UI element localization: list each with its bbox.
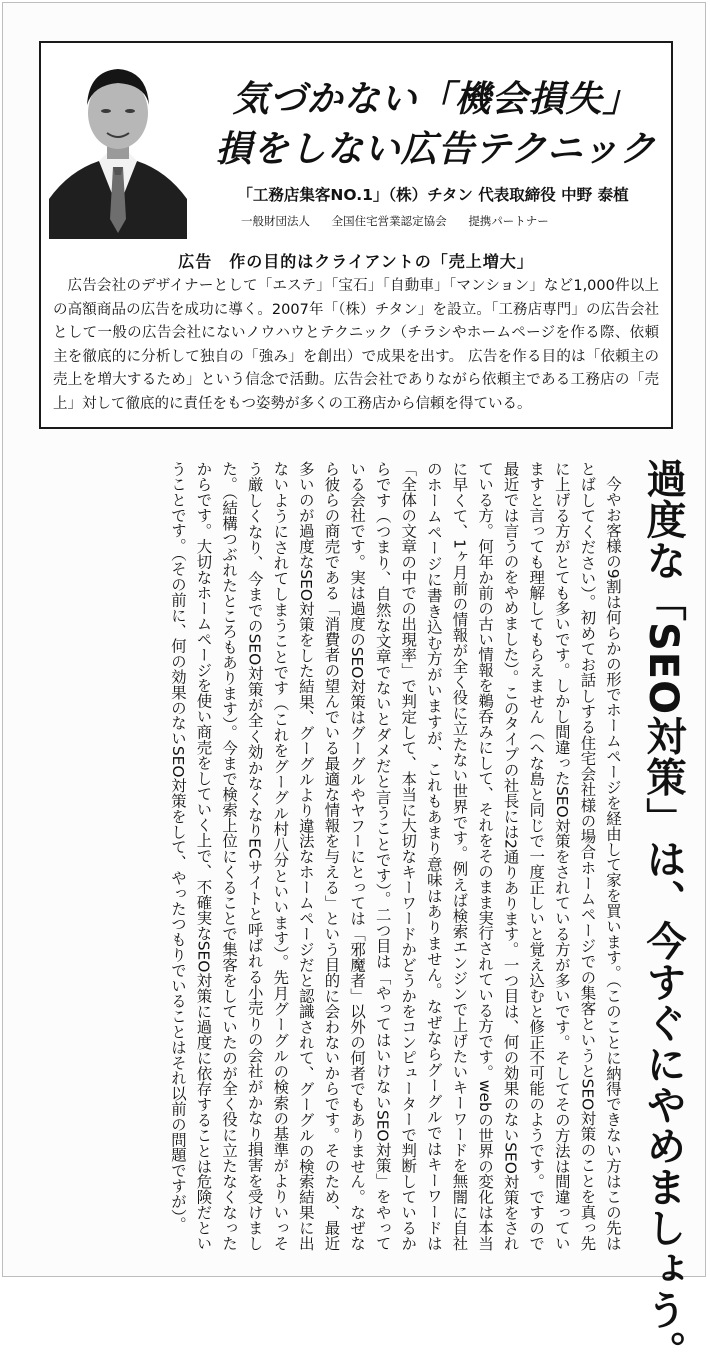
affiliation — [241, 213, 567, 229]
article-body — [43, 461, 625, 1251]
article-headline: 過度な「SEO対策」は、今すぐにやめましょう。 — [640, 458, 686, 1371]
intro-paragraph: 広告会社のデザイナーとして「エステ」「宝石」「自動車」「マンション」など1,000件以上の高額商品の広告を成功に導く。2007年「（株）チタン」を設立。「工務店専門」の広告会社として一般の広告会社にないノウハウとテクニック（チラシやホームページを作る際、依頼主を徹底的に分析して独自の「強み」を創出）で成果を出す。 広告を作る目的は「依頼主の売上を増大するため」という信念で活動。広告会社でありながら依頼主である工務店の「売上」対して徹底的に責任をもつ姿勢が多くの工務店から信頼を得ている。 — [53, 278, 659, 412]
newspaper-page — [2, 2, 706, 1371]
affiliation-part: 提携パートナー — [468, 214, 549, 228]
intro-subheading: 広告 作の目的はクライアントの「売上増大」 — [178, 252, 534, 271]
affiliation-part: 一般財団法人 — [241, 214, 310, 228]
profile-box — [39, 41, 673, 429]
title-line-1: 気づかない「機会損失」 — [232, 79, 640, 120]
title-line-2: 損をしない広告テクニック — [215, 129, 657, 170]
author-byline: 「工務店集客NO.1」（株）チタン 代表取締役 中野 泰植 — [237, 186, 629, 204]
article-paragraph: 今やお客様の9割は何らかの形でホームページを経由して家を買います。（このことに納得できない方はこの先はとばしてください）。初めてお話しする住宅会社様の場合ホームページでの集客というとSEO対策のことを真っ先に上げる方がとても多いです。しかし間違ったSEO対策をされている方が多いです。そしてその方法は間違っていますと言っても理解してもらえません（ヘな島と同じで一度正しいと覚え込むと修正不可能のようです。ですので最近では言うのをやめました）。このタイプの社長には2通りあります。一つ目は、何の効果のないSEO対策をされている方。何年か前の古い情報を鵜呑みにして、それをそのまま実行されている方です。webの世界の変化は本当に早くて、1ヶ月前の情報が全く役に立たない世界です。例えば検索エンジンで上げたいキーワードを無闇に自社のホームページに書き込む方がいますが、これもあまり意味はありません。なぜならグーグルではキーワードは「全体の文章の中での出現率」で判定して、本当に大切なキーワードかどうかをコンピューターで判断しているからです（つまり、自然な文章でないとダメだと言うことです）。二つ目は「やってはいけないSEO対策」をやっている会社です。実は過度のSEO対策はグーグルやヤフーにとっては「邪魔者」以外の何者でもありません。なぜなら彼らの商売である「消費者の望んでいる最適な情報を与える」という目的に会わないからです。そのため、最近多いのが過度なSEO対策をした結果、グーグルより違法なホームページだと認識されて、グーグルの検索結果に出ないようにされてしまうことです（これをグーグル村八分といいます）。先月グーグルの検索の基準がよりいっそう厳しくなり、今までのSEO対策が全く効かなくなりECサイトと呼ばれる小売りの会社がかなり損害を受けました。（結構つぶれたところもあります）。今まで検索上位にくることで集客をしていたのが全く役に立たなくなったからです。大切なホームページを使い商売をしていく上で、不確実なSEO対策に過度に依存することは危険だということです。（その前に、何の効果のないSEO対策をして、やったつもりでいることはそれ以前の問題ですが）。 — [168, 461, 622, 1251]
affiliation-part: 全国住宅営業認定協会 — [331, 214, 447, 228]
author-photo — [49, 49, 187, 239]
